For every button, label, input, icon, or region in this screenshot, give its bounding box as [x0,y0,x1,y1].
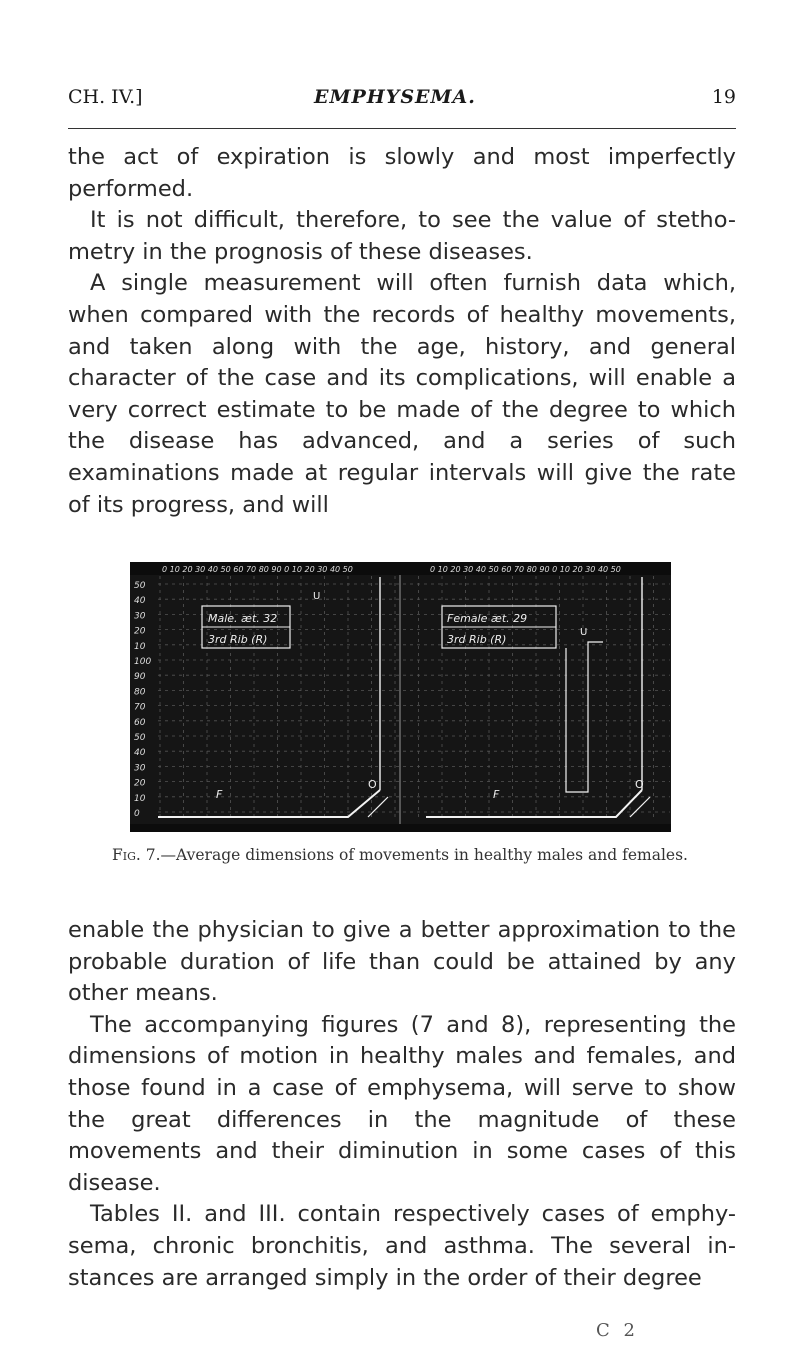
chapter-label: CH. IV.] [68,86,143,108]
left-scale-tick: 30 [134,611,146,622]
left-scale-tick: 70 [134,702,146,713]
left-scale-tick: 50 [134,733,146,743]
left-scale-tick: 10 [134,641,146,652]
male-label: Male. æt. 32 [208,612,278,625]
female-marker-u: U [580,627,588,638]
paragraph: It is not difficult, therefore, to see the value of stetho-metry in the prognosis of these diseases. [68,207,736,265]
running-header [68,86,736,118]
page-number: 19 [711,86,736,108]
body-text-bottom [68,915,736,1294]
paragraph: enable the physician to give a better approximation to the probable duration of life than could be attained by any other means. [68,917,736,1007]
female-label: Female æt. 29 [447,612,528,625]
signature-mark: C 2 [596,1320,639,1341]
paragraph: the act of expiration is slowly and most imperfectly performed. [68,144,736,202]
left-scale-tick: 30 [134,763,146,774]
body-text-top [68,142,736,521]
left-scale-tick: 20 [134,778,146,789]
male-marker-o: O [368,778,377,791]
header-rule [68,128,736,129]
running-title: EMPHYSEMA. [314,86,476,108]
left-scale-tick: 60 [134,717,146,728]
male-marker-f: F [216,788,223,801]
paragraph: Tables II. and III. contain respectively cases of emphy-sema, chronic bronchitis, and asthma. The several in-stances are arranged simply in the order of their degree [68,1201,736,1291]
figure-label: Fig. 7. [112,846,161,864]
female-marker-o: O [635,778,644,791]
left-scale-tick: 80 [134,687,146,698]
female-rib-label: 3rd Rib (R) [447,633,507,646]
stethometry-diagram [130,562,671,832]
left-scale-tick: 20 [134,626,146,637]
left-scale-tick: 10 [134,793,146,804]
left-scale-tick: 40 [134,596,146,607]
figure-caption-text: —Average dimensions of movements in healthy males and females. [160,846,688,864]
figure-7 [130,562,671,832]
female-marker-f: F [493,788,500,801]
left-scale-tick: 50 [134,581,146,591]
paragraph: A single measurement will often furnish data which, when compared with the records of healthy movements, and taken along with the age, history, and general character of the case and its complications, will enable a very correct estimate to be made of the degree to which the disease has advanced, and a series of such examinations made at regular intervals will give the rate of its progress, and will [68,270,736,518]
figure-caption [0,846,800,864]
female-top-scale: 0 10 20 30 40 50 60 70 80 90 0 10 20 30 40 50 [430,565,621,574]
left-scale-tick: 100 [134,657,152,667]
left-scale-tick: 40 [134,748,146,759]
left-scale-tick: 90 [134,672,146,683]
left-scale-tick: 0 [134,809,140,819]
bottom-bar [130,824,671,832]
male-marker-u: U [313,591,321,602]
male-rib-label: 3rd Rib (R) [208,633,268,646]
male-top-scale: 0 10 20 30 40 50 60 70 80 90 0 10 20 30 40 50 [162,565,353,574]
paragraph: The accompanying figures (7 and 8), representing the dimensions of motion in healthy males and females, and those found in a case of emphysema, will serve to show the great differences in the magnitude of these movements and their diminution in some cases of this disease. [68,1011,736,1196]
